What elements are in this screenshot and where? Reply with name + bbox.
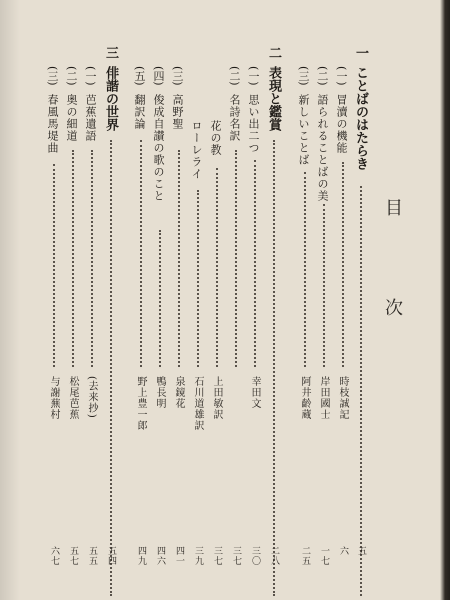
item-number: (三) (171, 66, 184, 86)
item-number: (一) (247, 66, 260, 86)
item-number: (二) (65, 66, 78, 86)
toc-item-title: 語られることばの美 (316, 94, 329, 202)
item-number: (一) (335, 66, 348, 86)
toc-item-title: 春風馬堤曲 (46, 94, 59, 154)
toc-item-title: ローレライ (190, 120, 203, 180)
toc-item-title: 奥の細道 (65, 94, 78, 142)
item-number: (四) (152, 66, 165, 86)
leader-dots (254, 160, 256, 367)
toc-item-page: 六 (338, 546, 348, 556)
leader-dots (216, 168, 218, 367)
item-number: (五) (133, 66, 146, 86)
leader-dots (91, 150, 93, 367)
toc-item-page: 四一 (174, 546, 184, 566)
section-page: 二八 (269, 546, 279, 566)
section-number: 三 (103, 46, 118, 59)
section-title: 表現と鑑賞 (266, 66, 281, 131)
toc-item-title: 翻訳論 (133, 94, 146, 130)
item-number: (三) (46, 66, 59, 86)
page-edge (440, 0, 450, 600)
leader-dots (53, 164, 55, 367)
leader-dots (273, 140, 275, 596)
toc-item-page: 五五 (87, 546, 97, 566)
leader-dots (304, 172, 306, 367)
leader-dots (197, 190, 199, 367)
section-title: ことばのはたらき (353, 66, 368, 170)
leader-dots (360, 186, 362, 596)
toc-item-title: 新しいことば (297, 94, 310, 166)
toc-item-author: (去来抄) (86, 376, 97, 419)
leader-dots (159, 230, 161, 367)
toc-item-title: 芭蕉遺語 (84, 94, 97, 142)
toc-item-author: 幸田文 (249, 376, 260, 409)
toc-item-page: 三九 (193, 546, 203, 566)
leader-dots (140, 140, 142, 367)
spine-shadow (0, 0, 20, 600)
toc-item-author: 岸田國士 (318, 376, 329, 420)
toc-item-author: 時枝誠記 (337, 376, 348, 420)
toc-item-page: 三〇 (250, 546, 260, 566)
toc-item-title: 花の教 (209, 120, 222, 156)
item-number: (一) (84, 66, 97, 86)
toc-item-page: 一七 (319, 546, 329, 566)
leader-dots (178, 150, 180, 367)
toc-item-page: 三七 (231, 546, 241, 566)
leader-dots (110, 140, 112, 596)
section-number: 二 (266, 46, 281, 59)
leader-dots (342, 162, 344, 367)
toc-item-title: 俊成自讃の歌のこと (152, 94, 165, 202)
leader-dots (323, 204, 325, 367)
toc-item-page: 五七 (68, 546, 78, 566)
section-title: 俳諧の世界 (103, 66, 118, 131)
section-page: 五四 (106, 546, 116, 566)
toc-item-author: 泉鏡花 (173, 376, 184, 409)
toc-item-page: 三七 (212, 546, 222, 566)
page-title: 目 次 (382, 198, 403, 348)
toc-item-author: 松尾芭蕉 (67, 376, 78, 420)
toc-item-page: 四九 (136, 546, 146, 566)
toc-item-author: 鴨長明 (154, 376, 165, 409)
toc-item-author: 石川道雄訳 (192, 376, 203, 431)
leader-dots (72, 150, 74, 367)
toc-item-author: 野上豊一郎 (135, 376, 146, 431)
section-page: 五 (356, 546, 366, 556)
toc-item-page: 四六 (155, 546, 165, 566)
toc-item-page: 二五 (300, 546, 310, 566)
toc-item-author: 与謝蕪村 (48, 376, 59, 420)
toc-item-title: 名詩名訳 (228, 94, 241, 142)
toc-item-title: 冒瀆の機能 (335, 94, 348, 154)
item-number: (二) (316, 66, 329, 86)
item-number: (二) (228, 66, 241, 86)
toc-item-title: 高野聖 (171, 94, 184, 130)
toc-item-author: 上田敏訳 (211, 376, 222, 420)
section-number: 一 (353, 46, 368, 59)
toc-item-title: 思い出二つ (247, 94, 260, 154)
item-number: (三) (297, 66, 310, 86)
toc-item-author: 阿井齡蔵 (299, 376, 310, 420)
toc-item-page: 六七 (49, 546, 59, 566)
leader-dots (235, 150, 237, 367)
